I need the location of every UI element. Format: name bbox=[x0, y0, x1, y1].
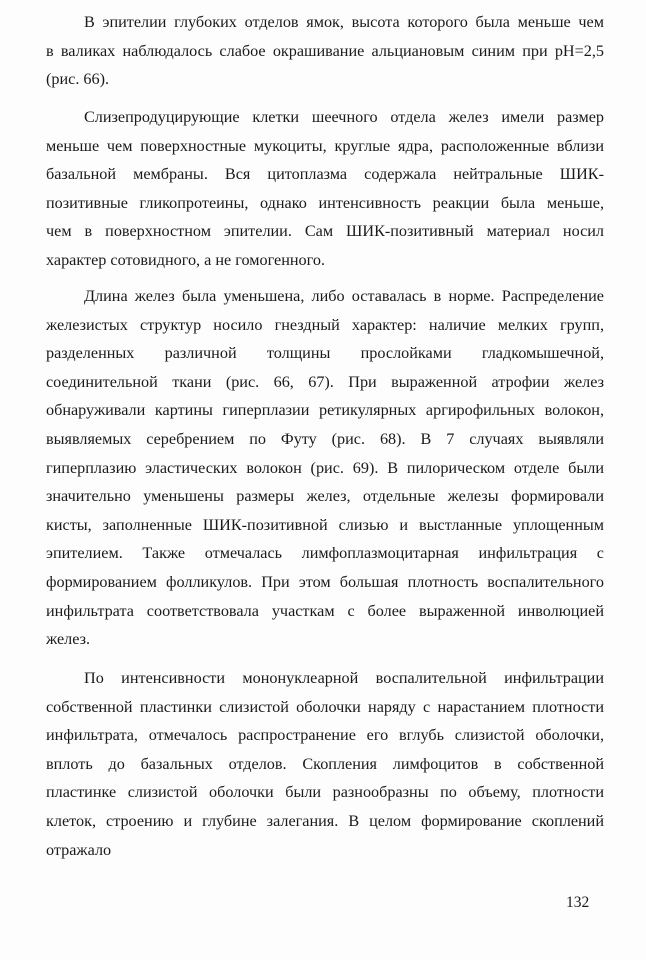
text-line: гиперплазию эластических волокон (рис. 69). В пилорическом отделе были bbox=[46, 458, 604, 477]
text-line: инфильтрата, отмечалось распространение его вглубь слизистой оболочки, bbox=[46, 726, 604, 745]
text-line: клеток, строению и глубине залегания. В целом формирование скоплений bbox=[46, 811, 604, 830]
page-number: 132 bbox=[566, 894, 590, 911]
text-line: позитивные гликопротеины, однако интенсивность реакции была меньше, bbox=[46, 193, 604, 212]
text-line: выявляемых серебрением по Футу (рис. 68). В 7 случаях выявляли bbox=[46, 429, 604, 448]
text-line: инфильтрата соответствовала участкам с более выраженной инволюцией bbox=[46, 601, 604, 620]
text-line: формированием фолликулов. При этом большая плотность воспалительного bbox=[46, 572, 604, 591]
text-line: эпителием. Также отмечалась лимфоплазмоцитарная инфильтрация с bbox=[46, 544, 604, 563]
text-line: По интенсивности мононуклеарной воспалительной инфильтрации bbox=[84, 669, 604, 687]
paragraph-1 bbox=[46, 8, 604, 94]
text-line: Длина желез была уменьшена, либо оставалась в норме. Распределение bbox=[84, 287, 604, 305]
text-line: отражало bbox=[46, 840, 112, 859]
text-line: разделенных различной толщины прослойками гладкомышечной, bbox=[46, 344, 604, 363]
paragraph-3 bbox=[46, 282, 604, 654]
text-line: значительно уменьшены размеры желез, отдельные железы формировали bbox=[46, 487, 604, 506]
paragraph-4 bbox=[46, 664, 604, 864]
text-line: собственной пластинки слизистой оболочки наряду с нарастанием плотности bbox=[46, 697, 604, 716]
text-line: желез. bbox=[46, 630, 91, 649]
text-line: соединительной ткани (рис. 66, 67). При выраженной атрофии желез bbox=[46, 372, 604, 391]
text-line: (рис. 66). bbox=[46, 70, 110, 89]
text-line: кисты, заполненные ШИК-позитивной слизью и выстланные уплощенным bbox=[46, 515, 604, 534]
text-line: Слизепродуцирующие клетки шеечного отдела желез имели размер bbox=[84, 108, 604, 126]
text-line: в валиках наблюдалось слабое окрашивание альциановым синим при pH=2,5 bbox=[46, 41, 604, 60]
text-line: базальной мембраны. Вся цитоплазма содержала нейтральные ШИК- bbox=[46, 165, 604, 184]
text-line: пластинке слизистой оболочки были разнообразны по объему, плотности bbox=[46, 783, 604, 802]
text-line: обнаруживали картины гиперплазии ретикулярных аргирофильных волокон, bbox=[46, 401, 604, 420]
text-line: вплоть до базальных отделов. Скопления лимфоцитов в собственной bbox=[46, 754, 604, 773]
text-line: меньше чем поверхностные мукоциты, круглые ядра, расположенные вблизи bbox=[46, 136, 604, 155]
text-line: В эпителии глубоких отделов ямок, высота которого была меньше чем bbox=[84, 13, 604, 31]
text-line: характер сотовидного, а не гомогенного. bbox=[46, 250, 326, 269]
text-line: чем в поверхностном эпителии. Сам ШИК-позитивный материал носил bbox=[46, 222, 604, 241]
text-line: железистых структур носило гнездный характер: наличие мелких групп, bbox=[46, 315, 604, 334]
paragraph-2 bbox=[46, 103, 604, 275]
